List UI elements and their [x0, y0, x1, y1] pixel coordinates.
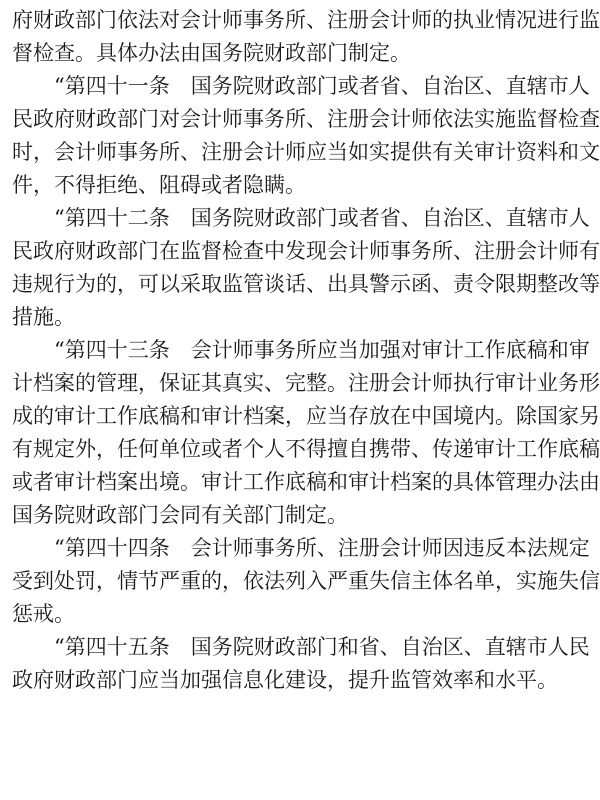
paragraph-article-45	[12, 631, 588, 697]
paragraph-article-44	[12, 532, 600, 631]
paragraph-article-42	[12, 202, 600, 334]
article-45-heading-line: “第四十五条 国务院财政部门和省、自治区、直辖市人民	[54, 635, 590, 659]
text-line: 时，会计师事务所、注册会计师应当如实提供有关审计资料和文	[12, 140, 600, 164]
text-line: 民政府财政部门在监督检查中发现会计师事务所、注册会计师有	[12, 239, 600, 263]
paragraph-continued-supervision	[12, 4, 600, 70]
text-line: 或者审计档案出境。审计工作底稿和审计档案的具体管理办法由	[12, 470, 600, 494]
text-line: 政府财政部门应当加强信息化建设，提升监管效率和水平。	[12, 668, 558, 692]
text-line: 国务院财政部门会同有关部门制定。	[12, 503, 348, 527]
document-body	[12, 4, 600, 697]
text-line: 件，不得拒绝、阻碍或者隐瞒。	[12, 173, 306, 197]
text-line: 措施。	[12, 305, 75, 329]
paragraph-article-41	[12, 70, 600, 202]
article-42-heading-line: “第四十二条 国务院财政部门或者省、自治区、直辖市人	[54, 206, 590, 230]
text-line: 惩戒。	[12, 602, 75, 626]
article-44-heading-line: “第四十四条 会计师事务所、注册会计师因违反本法规定	[54, 536, 590, 560]
text-line: 府财政部门依法对会计师事务所、注册会计师的执业情况进行监	[12, 8, 600, 32]
text-line: 受到处罚，情节严重的，依法列入严重失信主体名单，实施失信	[12, 569, 600, 593]
article-43-heading-line: “第四十三条 会计师事务所应当加强对审计工作底稿和审	[54, 338, 590, 362]
paragraph-article-43	[12, 334, 600, 532]
article-41-heading-line: “第四十一条 国务院财政部门或者省、自治区、直辖市人	[54, 74, 590, 98]
text-line: 计档案的管理，保证其真实、完整。注册会计师执行审计业务形	[12, 371, 600, 395]
text-line: 民政府财政部门对会计师事务所、注册会计师依法实施监督检查	[12, 107, 600, 131]
text-line: 成的审计工作底稿和审计档案，应当存放在中国境内。除国家另	[12, 404, 600, 428]
text-line: 有规定外，任何单位或者个人不得擅自携带、传递审计工作底稿	[12, 437, 600, 461]
text-line: 督检查。具体办法由国务院财政部门制定。	[12, 41, 411, 65]
text-line: 违规行为的，可以采取监管谈话、出具警示函、责令限期整改等	[12, 272, 600, 296]
